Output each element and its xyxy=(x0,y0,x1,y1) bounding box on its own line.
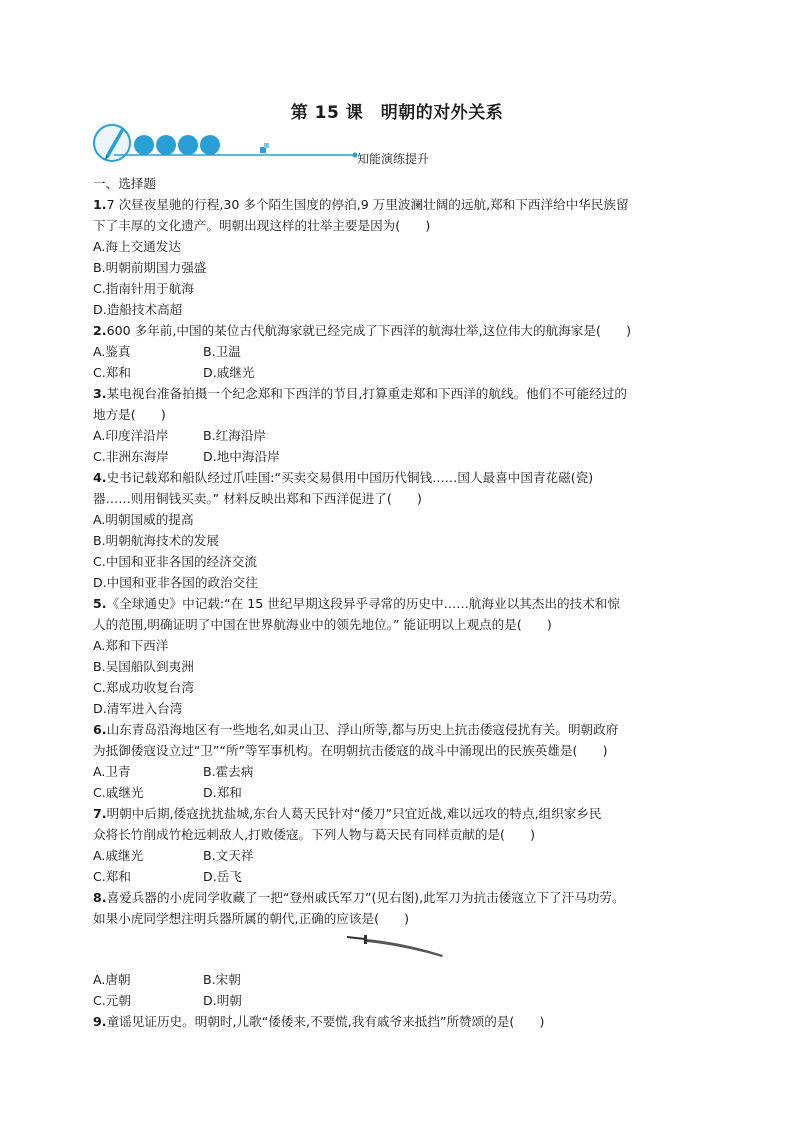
banner-dot xyxy=(156,135,176,155)
option[interactable]: C.郑成功收复台湾 xyxy=(93,680,194,695)
banner-dot xyxy=(178,135,198,155)
question xyxy=(93,194,713,320)
question-stem: 如果小虎同学想注明兵器所属的朝代,正确的应该是( ) xyxy=(93,911,410,926)
question-stem: 《全球通史》中记载:“在 15 世纪早期这段异乎寻常的历史中……航海业以其杰出的技术和惊 xyxy=(106,596,620,611)
banner-dot xyxy=(134,135,154,155)
question-number: 9. xyxy=(93,1014,107,1029)
option[interactable]: A.卫青 xyxy=(93,764,131,779)
question-number: 8. xyxy=(93,890,107,905)
question-stem: 下了丰厚的文化遗产。明朝出现这样的壮举主要是因为( ) xyxy=(93,218,431,233)
option[interactable]: C.郑和 xyxy=(93,365,131,380)
page-title: 第 15 课 明朝的对外关系 xyxy=(290,103,504,123)
option[interactable]: A.郑和下西洋 xyxy=(93,638,169,653)
question-number: 3. xyxy=(93,386,107,401)
question-stem: 600 多年前,中国的某位古代航海家就已经完成了下西洋的航海壮举,这位伟大的航海家是( ) xyxy=(106,323,631,338)
option[interactable]: A.明朝国威的提高 xyxy=(93,512,194,527)
option[interactable]: C.指南针用于航海 xyxy=(93,281,194,296)
option[interactable]: B.宋朝 xyxy=(203,972,241,987)
option[interactable]: D.造船技术高超 xyxy=(93,302,183,317)
question-number: 5. xyxy=(93,596,107,611)
option[interactable]: A.鉴真 xyxy=(93,344,131,359)
question-number: 1. xyxy=(93,197,107,212)
question-stem: 喜爱兵器的小虎同学收藏了一把“登州戚氏军刀”(见右图),此军刀为抗击倭寇立下了汗马功劳。 xyxy=(106,890,625,905)
option[interactable]: C.中国和亚非各国的经济交流 xyxy=(93,554,257,569)
question-stem: 器……则用铜钱买卖。” 材料反映出郑和下西洋促进了( ) xyxy=(93,491,422,506)
option[interactable]: C.戚继光 xyxy=(93,785,144,800)
question xyxy=(93,803,713,887)
question xyxy=(93,887,713,1011)
option[interactable]: B.霍去病 xyxy=(203,764,254,779)
option[interactable]: D.清军进入台湾 xyxy=(93,701,183,716)
question xyxy=(93,320,713,383)
option[interactable]: B.卫温 xyxy=(203,344,241,359)
option[interactable]: B.明朝航海技术的发展 xyxy=(93,533,219,548)
option[interactable]: B.吴国船队到夷洲 xyxy=(93,659,194,674)
option[interactable]: B.红海沿岸 xyxy=(203,428,267,443)
banner-label: 知能演练提升 xyxy=(357,152,430,166)
question-stem: 山东青岛沿海地区有一些地名,如灵山卫、浮山所等,都与历史上抗击倭寇侵扰有关。明朝政府 xyxy=(106,722,619,737)
question-stem: 众将长竹削成竹枪远刺敌人,打败倭寇。下列人物与葛天民有同样贡献的是( ) xyxy=(93,827,536,842)
question-stem: 为抵御倭寇设立过“卫”“所”等军事机构。在明朝抗击倭寇的战斗中涌现出的民族英雄是( ) xyxy=(93,743,608,758)
question-number: 7. xyxy=(93,806,107,821)
option[interactable]: D.中国和亚非各国的政治交往 xyxy=(93,575,258,590)
option[interactable]: A.唐朝 xyxy=(93,972,131,987)
figure-area xyxy=(93,929,713,969)
question-list xyxy=(93,173,713,1032)
option[interactable]: D.明朝 xyxy=(203,993,242,1008)
question xyxy=(93,1011,713,1032)
question-number: 6. xyxy=(93,722,107,737)
option[interactable]: B.文天祥 xyxy=(203,848,254,863)
option[interactable]: B.明朝前期国力强盛 xyxy=(93,260,207,275)
option[interactable]: D.地中海沿岸 xyxy=(203,449,280,464)
question-stem: 人的范围,明确证明了中国在世界航海业中的领先地位。” 能证明以上观点的是( ) xyxy=(93,617,552,632)
section-heading: 一、选择题 xyxy=(93,176,156,191)
question xyxy=(93,467,713,593)
question xyxy=(93,383,713,467)
option[interactable]: D.戚继光 xyxy=(203,365,255,380)
question-stem: 童谣见证历史。明朝时,儿歌“倭倭来,不要慌,我有戚爷来抵挡”所赞颂的是( ) xyxy=(106,1014,545,1029)
question-number: 2. xyxy=(93,323,107,338)
question xyxy=(93,719,713,803)
question-stem: 地方是( ) xyxy=(93,407,166,422)
option[interactable]: A.海上交通发达 xyxy=(93,239,181,254)
option[interactable]: A.戚继光 xyxy=(93,848,144,863)
question xyxy=(93,593,713,719)
option[interactable]: C.非洲东海岸 xyxy=(93,449,169,464)
option[interactable]: C.元朝 xyxy=(93,993,131,1008)
banner-dot xyxy=(200,135,220,155)
question-stem: 某电视台准备拍摄一个纪念郑和下西洋的节目,打算重走郑和下西洋的航线。他们不可能经过的 xyxy=(106,386,627,401)
question-stem: 史书记载郑和船队经过爪哇国:“买卖交易俱用中国历代铜钱……国人最喜中国青花磁(瓷) xyxy=(106,470,594,485)
option[interactable]: D.郑和 xyxy=(203,785,242,800)
option[interactable]: D.岳飞 xyxy=(203,869,242,884)
question-number: 4. xyxy=(93,470,107,485)
sword-image xyxy=(345,929,445,963)
question-stem: 7 次昼夜星驰的行程,30 多个陌生国度的停泊,9 万里波澜壮阔的远航,郑和下西洋给中华民族留 xyxy=(106,197,629,212)
option[interactable]: A.印度洋沿岸 xyxy=(93,428,169,443)
option[interactable]: C.郑和 xyxy=(93,869,131,884)
question-stem: 明朝中后期,倭寇扰扰盐城,东台人葛天民针对“倭刀”只宜近战,难以远攻的特点,组织家乡民 xyxy=(106,806,602,821)
